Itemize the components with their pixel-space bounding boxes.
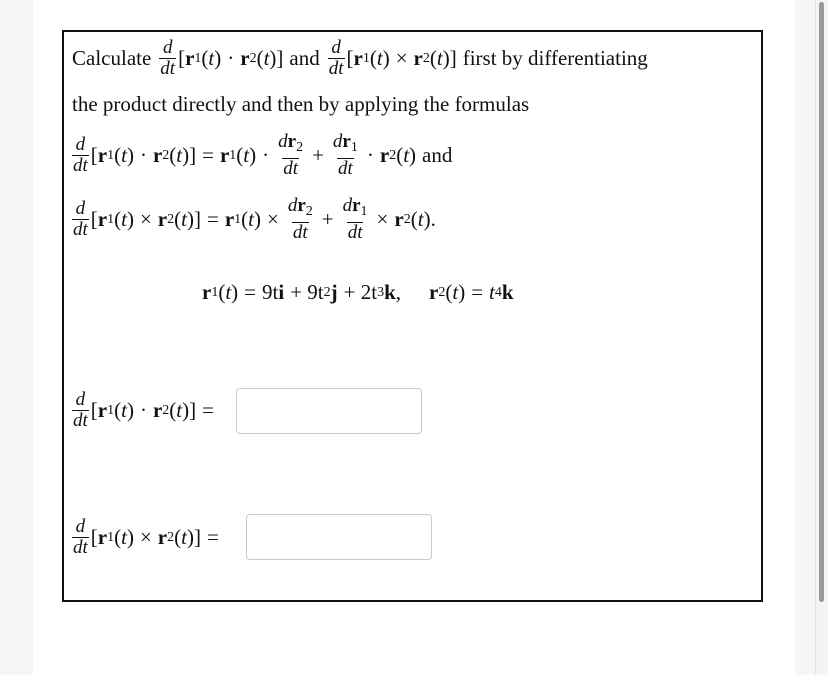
- answer-cross-label: $\frac{d}{dt}$ [ r 1 ( t ) × r 2 ( t ) ] =: [73, 516, 219, 558]
- answer-dot-label: $\frac{d}{dt}$ [ r 1 ( t ) · r 2 ( t ) ] =: [73, 389, 214, 431]
- given-r1-term1: 9t: [262, 280, 279, 304]
- given-r1-term2: + 9t: [290, 280, 324, 304]
- answer-dot-input[interactable]: [236, 388, 422, 434]
- intro-calculate-text: Calculate: [72, 46, 152, 70]
- given-vectors: r 1 ( t ) = 9t i + 9t 2 j + 2t 3 k , r 2 ( t ) = t 4 k: [202, 280, 514, 304]
- vertical-scrollbar[interactable]: [815, 0, 828, 675]
- formula-and-text: and: [422, 143, 453, 167]
- intro-rest-text: first by differentiating: [462, 46, 648, 70]
- answer-cross-input[interactable]: [246, 514, 432, 560]
- d-dt-fraction: $\frac{d}{dt}$: [328, 37, 344, 79]
- d-dt-fraction: $\frac{d}{dt}$: [160, 37, 176, 79]
- scrollbar-thumb[interactable]: [819, 2, 824, 602]
- given-r1-term3: + 2t: [343, 280, 378, 304]
- intro-line-2: the product directly and then by applying the formulas: [72, 92, 530, 116]
- intro-line-1: Calculate $\frac{d}{dt}$ [ r 1 ( t ) · r 2 ( t ) ] and $\frac{d}{dt}$ [ r 1 ( t ) × r 2 ( t ) ] first by differentiating: [72, 37, 648, 79]
- given-r2-t: t: [489, 280, 495, 304]
- problem-box: [62, 30, 763, 602]
- intro-and-text: and: [289, 46, 320, 70]
- formula-cross-product: $\frac{d}{dt}$ [ r 1 ( t ) × r 2 ( t ) ] = r 1 ( t ) × $\frac{dr_2}{dt}$ + $\frac{dr_1}{dt}$ × r 2 ( t ) .: [73, 195, 436, 243]
- formula-dot-product: $\frac{d}{dt}$ [ r 1 ( t ) · r 2 ( t ) ] = r 1 ( t ) · $\frac{dr_2}{dt}$ + $\frac{dr_1}{dt}$ · r 2 ( t ) and: [73, 131, 453, 179]
